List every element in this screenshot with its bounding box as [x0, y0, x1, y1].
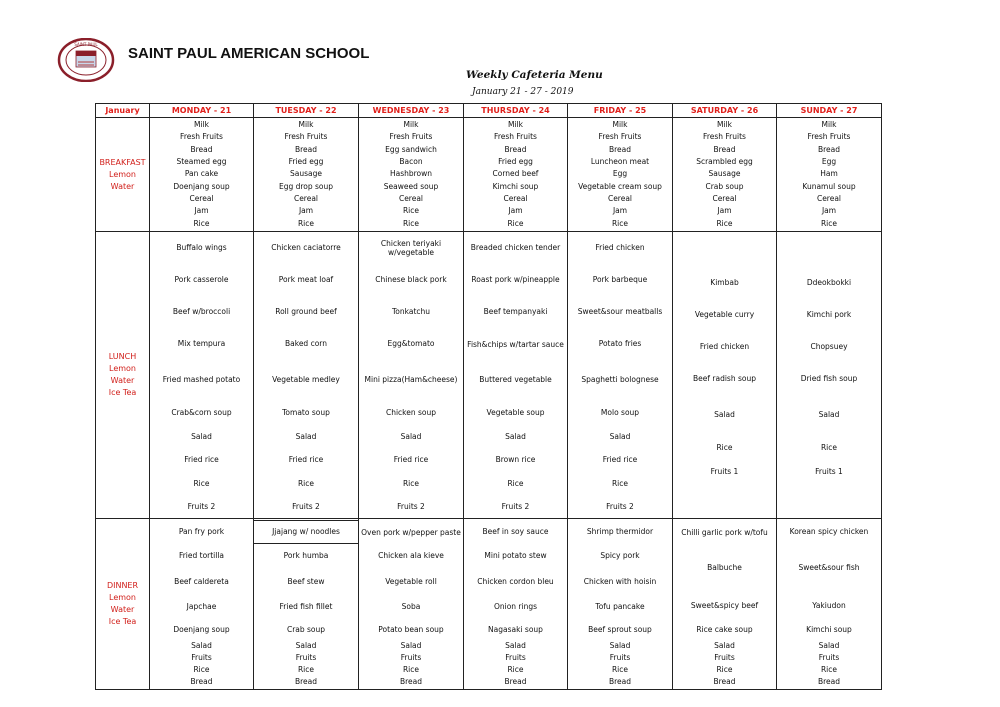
drink-item: Lemon: [109, 364, 136, 373]
menu-item: Spaghetti bolognese: [581, 375, 659, 385]
menu-item: Beef caldereta: [174, 576, 229, 586]
menu-item: Crab&corn soup: [171, 408, 232, 418]
day-header: THURSDAY - 24: [464, 104, 568, 118]
lunch-label: [96, 232, 150, 519]
menu-item: Sweet&spicy beef: [690, 600, 759, 610]
menu-item: Doenjang soup: [173, 624, 230, 634]
lunch-day-cell: [777, 232, 882, 519]
menu-item: Fruits: [191, 653, 212, 663]
menu-item: Jam: [717, 206, 732, 216]
breakfast-day-cell: [568, 118, 673, 232]
drink-item: Water: [110, 605, 135, 614]
menu-item: Milk: [717, 120, 732, 130]
menu-item: Fish&chips w/tartar sauce: [467, 339, 564, 349]
drink-item: Lemon: [109, 593, 136, 602]
menu-item: Sweet&sour fish: [798, 563, 860, 573]
menu-item: Fruits: [505, 653, 526, 663]
menu-item: Fruits 2: [187, 502, 216, 512]
menu-item: Pan cake: [184, 169, 219, 179]
menu-item: Chicken teriyaki w/vegetable: [380, 239, 442, 257]
menu-item: Rice: [507, 479, 524, 489]
menu-item: Pan fry pork: [178, 527, 225, 537]
menu-item: Cereal: [189, 193, 214, 203]
menu-item: Luncheon meat: [590, 157, 650, 167]
menu-item: Mini potato stew: [484, 551, 547, 561]
day-header: FRIDAY - 25: [568, 104, 673, 118]
day-header: SUNDAY - 27: [777, 104, 882, 118]
menu-item: Jam: [821, 206, 837, 216]
menu-item: Rice: [716, 665, 733, 675]
menu-item: Cereal: [816, 193, 842, 203]
menu-item: Fresh Fruits: [807, 132, 851, 142]
menu-item: Kunamul soup: [802, 181, 856, 191]
menu-item: Fruits 2: [501, 502, 530, 512]
menu-item: Salad: [818, 410, 840, 420]
menu-item: Fried egg: [288, 157, 324, 167]
menu-item: Hashbrown: [389, 169, 433, 179]
menu-item: Kimchi soup: [492, 181, 539, 191]
menu-item: Fruits: [818, 653, 840, 663]
drink-item: Water: [110, 181, 135, 191]
menu-item: Milk: [403, 120, 419, 130]
menu-item: Salad: [505, 641, 526, 651]
menu-item: Jjajang w/ noodles: [253, 520, 359, 544]
menu-item: Beef tempanyaki: [483, 307, 548, 317]
lunch-row: [96, 232, 882, 519]
menu-item: Fried chicken: [595, 243, 645, 253]
menu-item: Fruits 2: [292, 502, 320, 512]
menu-item: Beef w/broccoli: [172, 307, 231, 317]
menu-item: Potato bean soup: [378, 624, 444, 634]
menu-item: Fried rice: [393, 455, 429, 465]
menu-item: Beef stew: [287, 576, 325, 586]
menu-item: Fried rice: [184, 455, 219, 465]
menu-item: Kimbab: [710, 278, 739, 288]
menu-item: Milk: [298, 120, 314, 130]
dinner-day-cell: [359, 519, 464, 690]
menu-item: Shrimp thermidor: [586, 527, 654, 537]
menu-item: Mini pizza(Ham&cheese): [364, 375, 458, 385]
menu-item: Rice cake soup: [696, 624, 753, 634]
menu-item: Fried chicken: [699, 342, 750, 352]
menu-item: Rice: [297, 218, 315, 228]
menu-item: Rice: [820, 665, 838, 675]
menu-item: Milk: [508, 120, 523, 130]
breakfast-day-cell: [150, 118, 254, 232]
menu-item: Fried rice: [288, 455, 324, 465]
menu-item: Ham: [820, 169, 838, 179]
menu-item: Salad: [295, 432, 317, 442]
menu-item: Salad: [400, 641, 422, 651]
menu-item: Beef sprout soup: [588, 624, 652, 634]
menu-item: Jam: [194, 206, 209, 216]
menu-item: Bread: [190, 677, 213, 687]
menu-item: Crab soup: [705, 181, 744, 191]
menu-item: Rice: [402, 665, 420, 675]
menu-item: Rice: [507, 218, 524, 228]
breakfast-row: [96, 118, 882, 232]
menu-item: Chicken caciatorre: [271, 243, 341, 253]
menu-item: Fresh Fruits: [389, 132, 433, 142]
menu-item: Salad: [191, 432, 212, 442]
menu-item: Bread: [399, 677, 423, 687]
menu-item: Fruits 2: [397, 502, 425, 512]
breakfast-day-cell: [464, 118, 568, 232]
dinner-row: [96, 519, 882, 690]
menu-item: Rice: [297, 479, 315, 489]
menu-item: Korean spicy chicken: [789, 527, 869, 537]
day-header: WEDNESDAY - 23: [359, 104, 464, 118]
menu-item: Egg drop soup: [278, 181, 334, 191]
menu-item: Salad: [609, 641, 631, 651]
menu-item: Sausage: [708, 169, 741, 179]
menu-item: Milk: [194, 120, 209, 130]
menu-item: Chicken cordon bleu: [477, 576, 554, 586]
menu-item: Bread: [608, 144, 632, 154]
menu-item: Pork casserole: [174, 275, 229, 285]
menu-item: Fried tortilla: [178, 551, 225, 561]
menu-item: Tomato soup: [282, 408, 330, 418]
menu-item: Baked corn: [285, 339, 327, 349]
menu-item: Egg: [612, 169, 628, 179]
menu-item: Scrambled egg: [696, 157, 753, 167]
menu-item: Cereal: [503, 193, 528, 203]
menu-item: Crab soup: [286, 624, 326, 634]
menu-item: Salad: [714, 641, 735, 651]
meal-name: BREAKFAST: [99, 157, 146, 167]
dinner-day-cell: [150, 519, 254, 690]
drink-item: Ice Tea: [108, 617, 137, 626]
menu-item: Salad: [714, 410, 735, 420]
menu-item: Bacon: [399, 157, 423, 167]
menu-item: Bread: [817, 144, 841, 154]
menu-item: Fruits 1: [815, 467, 843, 477]
menu-date-range: January 21 - 27 - 2019: [472, 87, 574, 97]
menu-item: Chicken with hoisin: [583, 576, 657, 586]
menu-item: Salad: [505, 432, 526, 442]
menu-item: Vegetable curry: [694, 310, 755, 320]
menu-item: Fried rice: [602, 455, 638, 465]
menu-item: Salad: [295, 641, 317, 651]
menu-item: Mix tempura: [177, 339, 226, 349]
menu-item: Rice: [820, 443, 838, 453]
lunch-day-cell: [150, 232, 254, 519]
lunch-day-cell: [254, 232, 359, 519]
menu-item: Fresh Fruits: [598, 132, 642, 142]
menu-item: Bread: [713, 677, 736, 687]
day-header-row: [96, 104, 882, 118]
menu-item: Doenjang soup: [173, 181, 230, 191]
menu-item: Fried fish fillet: [279, 602, 333, 612]
breakfast-label: [96, 118, 150, 232]
dinner-day-cell: [464, 519, 568, 690]
dinner-day-cell: [673, 519, 777, 690]
menu-item: Jam: [508, 206, 523, 216]
menu-item: Rice: [716, 218, 733, 228]
menu-item: Vegetable medley: [272, 375, 340, 385]
menu-item: Salad: [609, 432, 631, 442]
menu-item: Chinese black pork: [375, 275, 447, 285]
menu-item: Pork barbeque: [592, 275, 648, 285]
menu-item: Beef radish soup: [693, 374, 756, 384]
menu-item: Cereal: [293, 193, 319, 203]
menu-item: Steamed egg: [176, 157, 227, 167]
menu-item: Chilli garlic pork w/tofu: [681, 527, 768, 537]
menu-item: Kimchi pork: [806, 310, 852, 320]
menu-item: Rice: [611, 665, 629, 675]
menu-item: Japchae: [186, 602, 217, 612]
meal-name: DINNER: [106, 581, 139, 590]
menu-item: Molo soup: [600, 408, 640, 418]
menu-item: Bread: [294, 144, 318, 154]
menu-item: Salad: [400, 432, 422, 442]
meal-name: LUNCH: [108, 352, 137, 361]
menu-item: Bread: [713, 144, 736, 154]
dinner-day-cell: [568, 519, 673, 690]
menu-item: Bread: [504, 677, 527, 687]
menu-item: Bread: [190, 144, 213, 154]
menu-item: Jam: [298, 206, 314, 216]
dinner-label: [96, 519, 150, 690]
menu-item: Salad: [191, 641, 212, 651]
menu-item: Egg&tomato: [387, 339, 435, 349]
svg-text:SAINT PAUL: SAINT PAUL: [74, 42, 98, 47]
menu-item: Chicken ala kieve: [378, 551, 444, 561]
drink-item: Water: [110, 376, 135, 385]
menu-item: Soba: [401, 602, 421, 612]
menu-item: Tonkatchu: [391, 307, 431, 317]
day-header: SATURDAY - 26: [673, 104, 777, 118]
menu-item: Rice: [193, 665, 210, 675]
breakfast-day-cell: [359, 118, 464, 232]
menu-item: Vegetable cream soup: [578, 181, 662, 191]
menu-item: Milk: [821, 120, 837, 130]
menu-item: Potato fries: [598, 339, 642, 349]
menu-item: Chicken soup: [385, 408, 437, 418]
cafeteria-menu-table: [95, 103, 882, 690]
menu-item: Cereal: [607, 193, 633, 203]
menu-item: Oven pork w/pepper paste: [361, 527, 461, 537]
menu-item: Chopsuey: [810, 342, 848, 352]
menu-item: Rice: [193, 479, 210, 489]
menu-item: Salad: [818, 641, 840, 651]
menu-item: Rice: [507, 665, 524, 675]
menu-item: Egg sandwich: [385, 144, 437, 154]
menu-item: Bread: [504, 144, 527, 154]
menu-item: Roast pork w/pineapple: [471, 275, 560, 285]
menu-item: Buttered vegetable: [479, 375, 552, 385]
breakfast-day-cell: [254, 118, 359, 232]
lunch-day-cell: [673, 232, 777, 519]
menu-item: Fruits: [714, 653, 735, 663]
menu-item: Fried mashed potato: [162, 375, 241, 385]
menu-item: Corned beef: [492, 169, 539, 179]
menu-item: Rice: [402, 206, 420, 216]
menu-item: Pork humba: [283, 551, 329, 561]
drink-item: Lemon: [109, 169, 136, 179]
menu-item: Fried egg: [498, 157, 533, 167]
menu-item: Nagasaki soup: [488, 624, 543, 634]
menu-item: Vegetable soup: [486, 408, 545, 418]
menu-title: Weekly Cafeteria Menu: [466, 69, 603, 81]
menu-item: Rice: [820, 218, 838, 228]
menu-item: Roll ground beef: [275, 307, 337, 317]
menu-item: Cereal: [398, 193, 424, 203]
menu-item: Fresh Fruits: [703, 132, 746, 142]
menu-item: Fruits 2: [606, 502, 634, 512]
menu-item: Rice: [402, 218, 420, 228]
lunch-day-cell: [568, 232, 673, 519]
menu-item: Cereal: [712, 193, 737, 203]
menu-item: Rice: [611, 218, 629, 228]
menu-item: Fresh Fruits: [180, 132, 223, 142]
dinner-day-cell: [254, 519, 359, 690]
lunch-day-cell: [464, 232, 568, 519]
menu-item: Fruits: [400, 653, 422, 663]
menu-item: Kimchi soup: [806, 624, 852, 634]
menu-item: Bread: [294, 677, 318, 687]
menu-item: Dried fish soup: [800, 374, 858, 384]
menu-item: Buffalo wings: [176, 243, 227, 253]
dinner-day-cell: [777, 519, 882, 690]
menu-item: Rice: [402, 479, 420, 489]
day-header: TUESDAY - 22: [254, 104, 359, 118]
menu-item: Yakiudon: [812, 600, 846, 610]
menu-item: Fruits: [295, 653, 317, 663]
menu-item: Rice: [297, 665, 315, 675]
menu-item: Pork meat loaf: [278, 275, 334, 285]
school-seal-logo: [57, 38, 115, 82]
menu-item: Balbuche: [707, 563, 742, 573]
breakfast-day-cell: [673, 118, 777, 232]
menu-item: Sweet&sour meatballs: [577, 307, 663, 317]
drink-item: Ice Tea: [108, 388, 137, 397]
month-header: January: [96, 104, 150, 118]
menu-item: Fresh Fruits: [494, 132, 537, 142]
breakfast-day-cell: [777, 118, 882, 232]
day-header: MONDAY - 21: [150, 104, 254, 118]
menu-item: Brown rice: [495, 455, 536, 465]
menu-item: Spicy pork: [600, 551, 640, 561]
menu-item: Breaded chicken tender: [470, 243, 561, 253]
menu-item: Beef in soy sauce: [482, 527, 549, 537]
lunch-day-cell: [359, 232, 464, 519]
menu-item: Vegetable roll: [385, 576, 437, 586]
menu-item: Bread: [608, 677, 632, 687]
menu-item: Sausage: [290, 169, 322, 179]
menu-item: Rice: [716, 443, 733, 453]
menu-item: Egg: [821, 157, 837, 167]
menu-item: Onion rings: [493, 602, 538, 612]
menu-item: Rice: [193, 218, 210, 228]
menu-item: Ddeokbokki: [806, 278, 852, 288]
menu-item: Bread: [817, 677, 841, 687]
menu-item: Fresh Fruits: [284, 132, 328, 142]
menu-item: Tofu pancake: [595, 602, 645, 612]
menu-item: Fruits 1: [710, 467, 739, 477]
menu-item: Jam: [612, 206, 628, 216]
menu-item: Rice: [611, 479, 629, 489]
menu-item: Seaweed soup: [383, 181, 439, 191]
menu-item: Fruits: [609, 653, 631, 663]
menu-item: Milk: [612, 120, 628, 130]
school-name: SAINT PAUL AMERICAN SCHOOL: [128, 45, 370, 62]
